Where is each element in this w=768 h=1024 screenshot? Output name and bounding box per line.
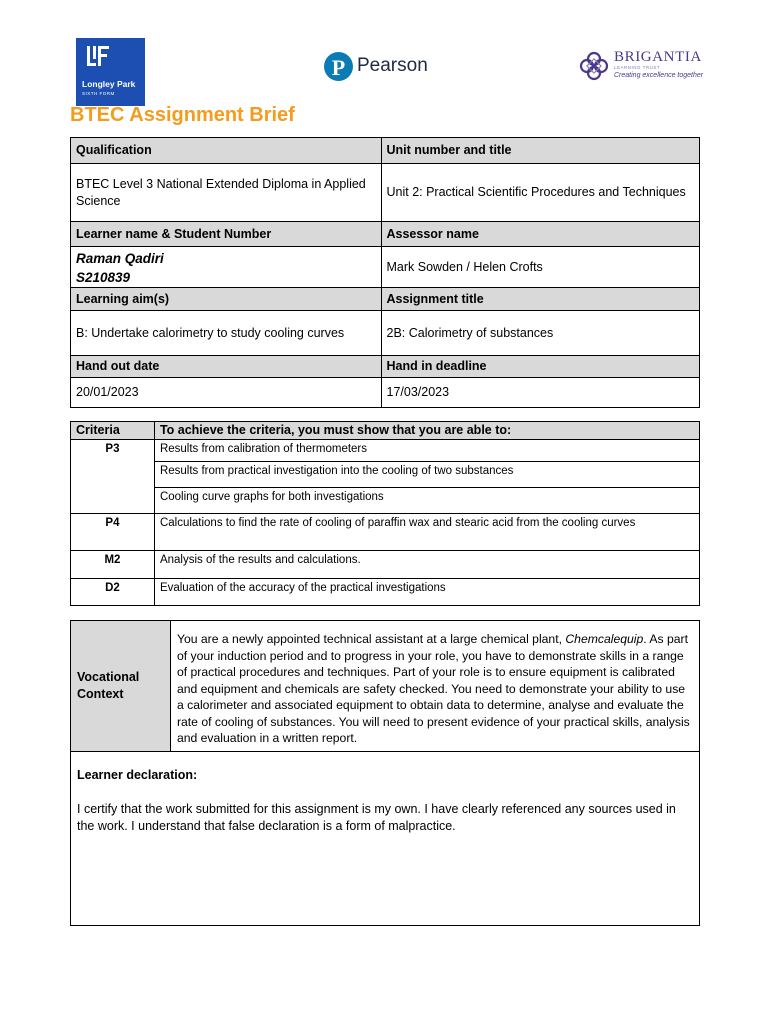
- learner-name: Raman Qadiri: [76, 251, 164, 266]
- pearson-p-icon: P: [324, 52, 353, 81]
- handout-header: Hand out date: [71, 356, 382, 378]
- criteria-item: Cooling curve graphs for both investigations: [154, 488, 699, 514]
- qualification-header: Qualification: [71, 138, 382, 164]
- qualification-value: BTEC Level 3 National Extended Diploma in Applied Science: [71, 164, 382, 222]
- assignment-details-table: [70, 137, 700, 408]
- criteria-table: [70, 421, 700, 606]
- vocational-context-label: Vocational Context: [71, 621, 171, 752]
- learner-cell: [71, 247, 382, 288]
- criteria-item: Analysis of the results and calculations.: [154, 551, 699, 579]
- brigantia-logo: [578, 48, 702, 84]
- assignment-title-value: 2B: Calorimetry of substances: [381, 311, 700, 356]
- longley-park-name: Longley Park: [82, 79, 136, 89]
- unit-header: Unit number and title: [381, 138, 700, 164]
- brigantia-name: BRIGANTIA: [614, 49, 702, 65]
- longley-park-sub: SIXTH FORM: [82, 91, 115, 96]
- criteria-code: M2: [71, 551, 155, 579]
- criteria-item: Results from calibration of thermometers: [154, 440, 699, 462]
- brigantia-tagline: Creating excellence together: [614, 72, 704, 79]
- criteria-item: Calculations to find the rate of cooling of paraffin wax and stearic acid from the cooling curves: [154, 514, 699, 551]
- assessor-header: Assessor name: [381, 222, 700, 247]
- assignment-title-header: Assignment title: [381, 288, 700, 311]
- criteria-header: Criteria: [71, 422, 155, 440]
- student-number: S210839: [76, 270, 131, 285]
- celtic-knot-icon: [578, 50, 610, 82]
- learning-aim-header: Learning aim(s): [71, 288, 382, 311]
- handout-value: 20/01/2023: [71, 378, 382, 408]
- criteria-code: P3: [71, 440, 155, 514]
- learning-aim-value: B: Undertake calorimetry to study cooling curves: [71, 311, 382, 356]
- longley-park-logo: [76, 38, 145, 106]
- criteria-description-header: To achieve the criteria, you must show that you are able to:: [154, 422, 699, 440]
- assessor-value: Mark Sowden / Helen Crofts: [381, 247, 700, 288]
- vocational-context-table: [70, 620, 700, 926]
- criteria-code: P4: [71, 514, 155, 551]
- longley-park-mark-icon: [87, 46, 109, 66]
- declaration-text: I certify that the work submitted for this assignment is my own. I have clearly referenced any sources used in the work. I understand that false declaration is a form of malpractice.: [77, 801, 676, 833]
- learner-declaration: [71, 751, 700, 925]
- vocational-context-text: You are a newly appointed technical assistant at a large chemical plant, Chemcalequip. As part of your induction period and to progress in your role, you have to demonstrate skills in a range of practical procedures and techniques. Part of your role is to ensure equipment is calibrated and equipment and chemicals are safety checked. You need to demonstrate your ability to use a calorimeter and associated equipment to obtain data to determine, analyse and evaluate the rate of cooling of substances. You will need to present evidence of your practical skills, analysis and evaluation in a written report.: [170, 621, 699, 752]
- declaration-heading: Learner declaration:: [77, 767, 198, 782]
- brigantia-trust: LEARNING TRUST: [614, 65, 661, 70]
- page-title: BTEC Assignment Brief: [70, 104, 295, 126]
- unit-value: Unit 2: Practical Scientific Procedures and Techniques: [381, 164, 700, 222]
- pearson-name: Pearson: [357, 55, 428, 76]
- criteria-item: Evaluation of the accuracy of the practical investigations: [154, 579, 699, 606]
- learner-header: Learner name & Student Number: [71, 222, 382, 247]
- criteria-code: D2: [71, 579, 155, 606]
- deadline-header: Hand in deadline: [381, 356, 700, 378]
- company-name: Chemcalequip: [565, 632, 644, 646]
- criteria-item: Results from practical investigation into the cooling of two substances: [154, 462, 699, 488]
- deadline-value: 17/03/2023: [381, 378, 700, 408]
